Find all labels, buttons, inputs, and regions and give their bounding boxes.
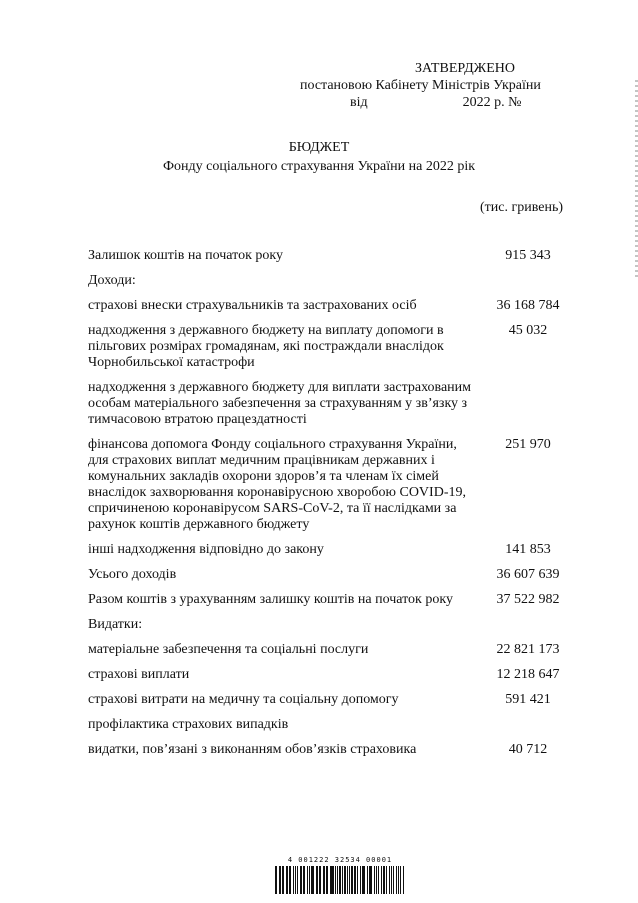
row-value — [473, 273, 583, 289]
table-row — [88, 717, 588, 733]
row-value: 45 032 — [508, 323, 548, 338]
row-value: 915 343 — [505, 248, 551, 263]
budget-table — [88, 248, 588, 767]
barcode-bar — [354, 866, 356, 894]
row-value: 141 853 — [505, 542, 551, 557]
barcode-bar — [304, 866, 305, 894]
barcode-bar — [381, 866, 382, 894]
barcode-bar — [357, 866, 358, 894]
barcode-bar — [282, 866, 284, 894]
row-label: матеріальне забезпечення та соціальні послуги — [88, 642, 369, 657]
title-line-2: Фонду соціального страхування України на 2022 рік — [162, 159, 476, 174]
barcode-bar — [398, 866, 399, 894]
barcode-bar — [337, 866, 338, 894]
barcode-bar — [335, 866, 336, 894]
row-label: профілактика страхових випадків — [88, 717, 289, 732]
barcode-bar — [293, 866, 294, 894]
row-value: 40 712 — [508, 742, 548, 757]
table-row — [88, 642, 588, 658]
row-value: 36 607 639 — [496, 567, 560, 582]
barcode-bar — [351, 866, 353, 894]
barcode-bar — [362, 866, 363, 894]
table-row — [88, 273, 588, 289]
barcode-bar — [367, 866, 368, 894]
barcode-bar — [370, 866, 372, 894]
table-row — [88, 248, 588, 264]
approval-heading: ЗАТВЕРДЖЕНО — [415, 61, 515, 76]
row-value: 591 421 — [505, 692, 551, 707]
barcode-bar — [376, 866, 378, 894]
row-label: Видатки: — [88, 617, 143, 632]
table-row — [88, 298, 588, 314]
barcode-bar — [396, 866, 398, 894]
row-value — [473, 717, 583, 733]
table-row — [88, 567, 588, 583]
barcode-bar — [295, 866, 296, 894]
row-label: страхові витрати на медичну та соціальну допомогу — [88, 692, 399, 707]
barcode-bar — [393, 866, 394, 894]
row-label: страхові виплати — [88, 667, 190, 682]
barcode-bar — [297, 866, 299, 894]
row-value: 36 168 784 — [496, 298, 560, 313]
table-row — [88, 667, 588, 683]
row-label: інші надходження відповідно до закону — [88, 542, 324, 557]
barcode-bar — [360, 866, 361, 894]
barcode-bar — [403, 866, 405, 894]
barcode-bar — [309, 866, 311, 894]
row-value: 37 522 982 — [496, 592, 560, 607]
barcode-bar — [311, 866, 313, 894]
barcode-bar — [317, 866, 318, 894]
row-value: 12 218 647 — [496, 667, 560, 682]
row-label: фінансова допомога Фонду соціального страхування України, для страхових виплат медичним працівникам державних і комунальних закладів охорони здоров’я та членам їх сімей внаслідок захворювання коронавірусною хворобою COVID-19, спричиненою коронавірусом SARS-CoV-2, та її наслідками за рахунок коштів державного бюджету — [88, 437, 466, 532]
units-note: (тис. гривень) — [480, 200, 564, 215]
barcode-bar — [383, 866, 385, 894]
barcode-bar — [324, 866, 325, 894]
barcode-bar — [400, 866, 401, 894]
barcode-bar — [316, 866, 317, 894]
row-label: Усього доходів — [88, 567, 177, 582]
barcode-bar — [339, 866, 341, 894]
row-value — [473, 617, 583, 633]
barcode-bar — [307, 866, 308, 894]
approval-stamp — [300, 60, 570, 111]
table-row — [88, 437, 588, 533]
barcode-bar — [289, 866, 291, 894]
barcode-bar — [275, 866, 277, 894]
row-value: 22 821 173 — [496, 642, 560, 657]
table-row — [88, 323, 588, 371]
row-label: Разом коштів з урахуванням залишку коштів на початок року — [88, 592, 453, 607]
table-row — [88, 380, 588, 428]
barcode-bar — [378, 866, 379, 894]
barcode-digits: 4 001222 32534 00001 — [287, 856, 393, 864]
barcode-bar — [374, 866, 375, 894]
row-label: надходження з державного бюджету на виплату допомоги в пільгових розмірах громадянам, які постраждали внаслідок Чорнобильської катастрофи — [88, 323, 444, 370]
table-row — [88, 692, 588, 708]
approval-date-line — [300, 94, 570, 111]
title-line-1: БЮДЖЕТ — [288, 140, 350, 155]
barcode — [275, 856, 405, 896]
barcode-bar — [286, 866, 287, 894]
row-value: 251 970 — [505, 437, 551, 452]
barcode-bar — [280, 866, 281, 894]
document-title — [0, 138, 638, 176]
approval-date-prefix: від — [350, 95, 368, 110]
table-row — [88, 742, 588, 758]
barcode-bar — [363, 866, 365, 894]
row-label: Доходи: — [88, 273, 136, 288]
barcode-bar — [326, 866, 328, 894]
approval-date-suffix: 2022 р. № — [462, 95, 522, 110]
barcode-bar — [319, 866, 321, 894]
row-label: видатки, пов’язані з виконанням обов’язків страховика — [88, 742, 417, 757]
barcode-bar — [331, 866, 333, 894]
barcode-bar — [389, 866, 391, 894]
barcode-bar — [287, 866, 288, 894]
barcode-bar — [391, 866, 392, 894]
approval-authority: постановою Кабінету Міністрів України — [300, 78, 541, 93]
barcode-bar — [386, 866, 387, 894]
barcode-bar — [330, 866, 331, 894]
barcode-bar — [369, 866, 370, 894]
barcode-bar — [349, 866, 350, 894]
barcode-bar — [347, 866, 348, 894]
barcode-bar — [300, 866, 302, 894]
barcode-bar — [323, 866, 324, 894]
barcode-bar — [344, 866, 346, 894]
table-row — [88, 592, 588, 608]
row-value — [473, 380, 583, 428]
barcode-bar — [303, 866, 304, 894]
barcode-bar — [279, 866, 280, 894]
barcode-bar — [342, 866, 343, 894]
row-label: страхові внески страхувальників та застрахованих осіб — [88, 298, 417, 313]
barcode-bars — [275, 866, 405, 894]
row-label: надходження з державного бюджету для виплати застрахованим особам матеріального забезпечення за страхуванням у зв’язку з тимчасовою втратою працездатності — [88, 380, 472, 427]
table-row — [88, 542, 588, 558]
row-label: Залишок коштів на початок року — [88, 248, 283, 263]
table-row — [88, 617, 588, 633]
